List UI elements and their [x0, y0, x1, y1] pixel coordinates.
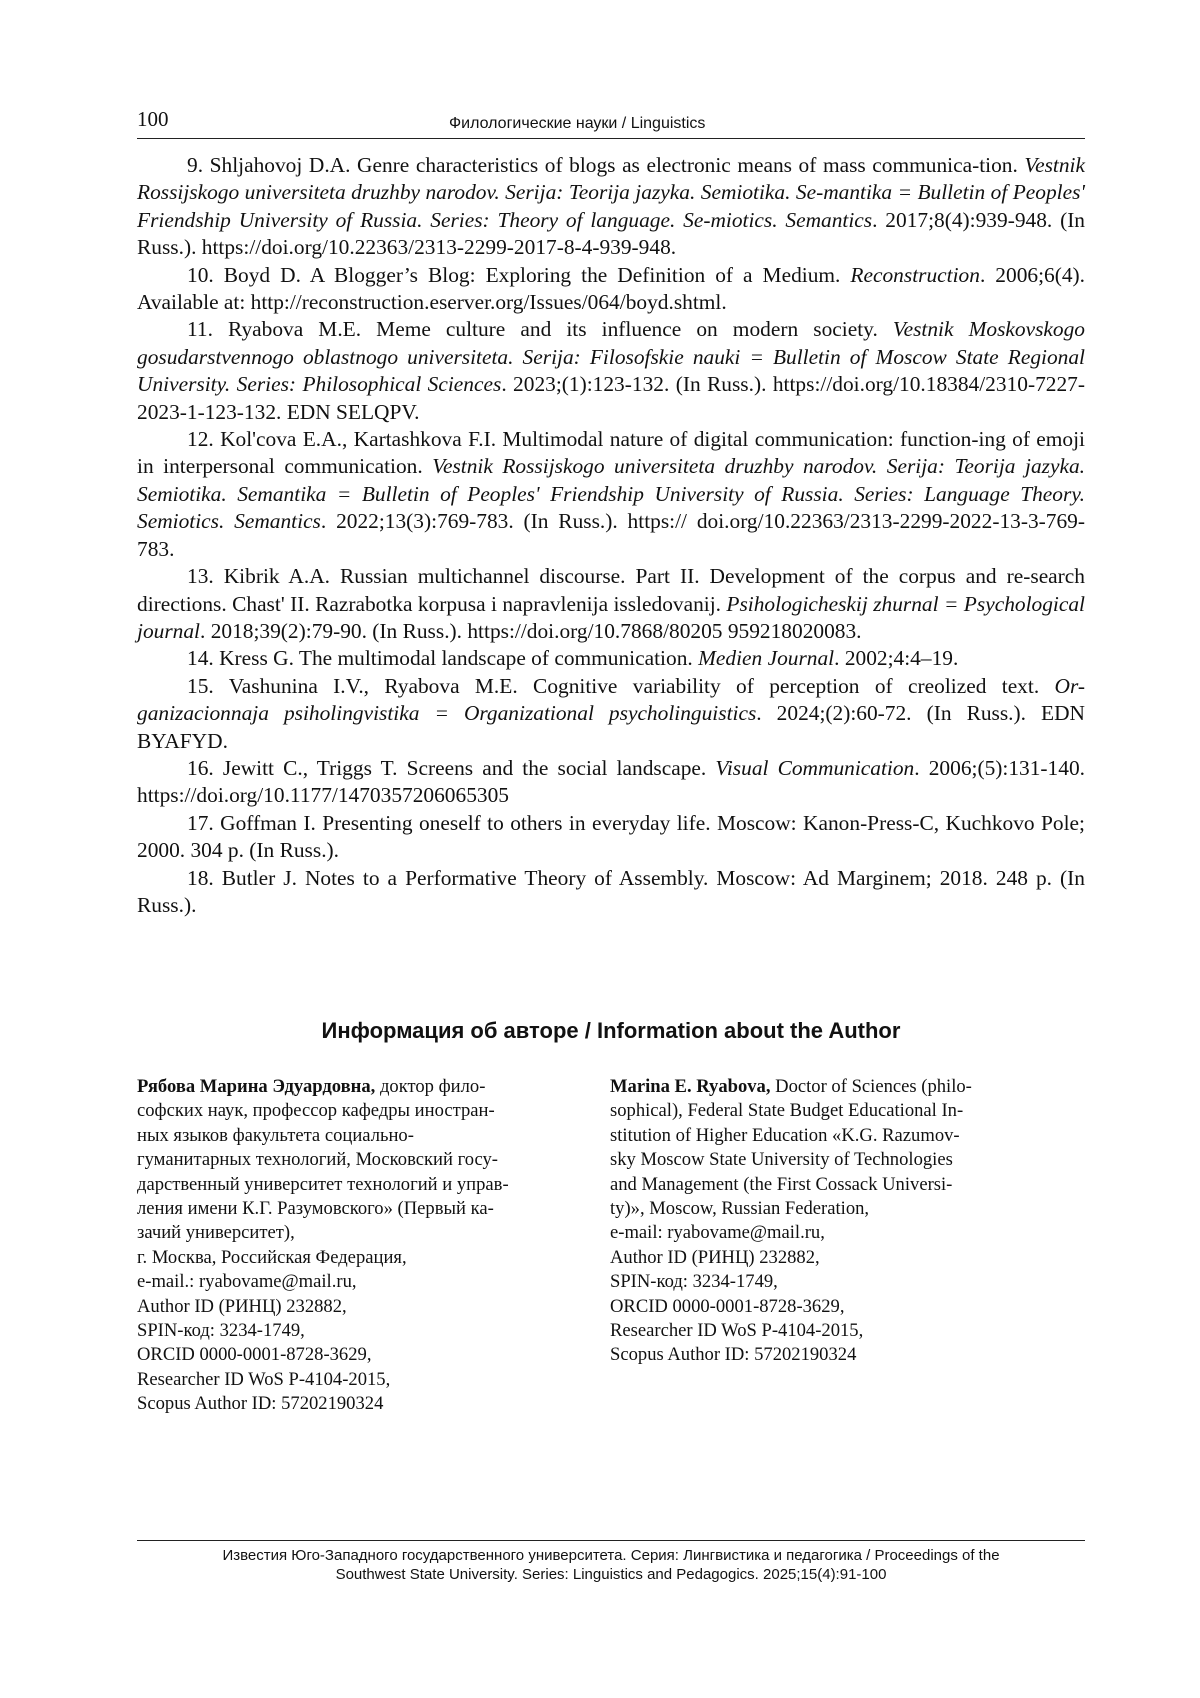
reference-item: 17. Goffman I. Presenting oneself to others in everyday life. Moscow: Kanon-Press-C, Kuchkovo Pole; 2000. 304 p. (In Russ.).	[137, 810, 1085, 863]
reference-item: 9. Shljahovoj D.A. Genre characteristics of blogs as electronic means of mass communica-tion. Vestnik Rossijskogo universiteta druzhby narodov. Serija: Teorija jazyka. Semiotika. Se-mantika = Bulletin of Peoples' Friendship University of Russia. Series: Theory of language. Se-miotics. Semantics. 2017;8(4):939-948. (In Russ.). https://doi.org/10.22363/2313-2299-2017-8-4-939-948.	[137, 153, 1086, 260]
reference-item: 14. Kress G. The multimodal landscape of communication. Medien Journal. 2002;4:4–19.	[187, 646, 959, 671]
footer-line-2: Southwest State University. Series: Linguistics and Pedagogics. 2025;15(4):91-100	[335, 1566, 887, 1583]
reference-item: 18. Butler J. Notes to a Performative Theory of Assembly. Moscow: Ad Marginem; 2018. 248 p. (In Russ.).	[137, 865, 1085, 917]
author-email-ru: e-mail.: ryabovame@mail.ru,	[137, 1271, 357, 1293]
page-number: 100	[137, 107, 169, 131]
author-name-ru: Рябова Марина Эдуардовна,	[137, 1076, 376, 1097]
reference-item: 13. Kibrik A.A. Russian multichannel discourse. Part II. Development of the corpus and re-search directions. Chast' II. Razrabotka korpusa i napravlenija issledovanij. Psihologicheskij zhurnal = Psychological journal. 2018;39(2):79-90. (In Russ.). https://doi.org/10.7868/80205 959218020083.	[137, 564, 1085, 643]
author-info-en: Marina E. Ryabova, Doctor of Sciences (philo- sophical), Federal State Budget Educational In- stitution of Higher Education «K.G. Razumov- sky Moscow State University of Technologies and Management (the First Cossack Universi- ty)», Moscow, Russian Federation, e-mail: ryabovame@mail.ru, Author ID (РИНЦ) 232882, SPIN-код: 3234-1749, ORCID 0000-0001-8728-3629, Researcher ID WoS P-4104-2015, Scopus Author ID: 57202190324	[610, 1075, 1050, 1368]
author-email-en: e-mail: ryabovame@mail.ru,	[610, 1222, 825, 1244]
author-section-title: Информация об авторе / Information about the Author	[321, 1018, 901, 1043]
page-header	[137, 105, 1085, 139]
reference-list	[137, 152, 1085, 919]
author-info-ru: Рябова Марина Эдуардовна, доктор фило- софских наук, профессор кафедры иностран- ных языков факультета социально- гуманитарных технологий, Московский госу- дарственный университет технологий и управ- ления имени К.Г. Разумовского» (Первый ка- зачий университет), г. Москва, Российская Федерация, e-mail.: ryabovame@mail.ru, Author ID (РИНЦ) 232882, SPIN-код: 3234-1749, ORCID 0000-0001-8728-3629, Researcher ID WoS P-4104-2015, Scopus Author ID: 57202190324	[137, 1075, 577, 1417]
footer-line-1: Известия Юго-Западного государственного университета. Серия: Лингвистика и педагогика / Proceedings of the	[222, 1547, 1000, 1564]
page-footer	[137, 1540, 1085, 1584]
author-name-en: Marina E. Ryabova,	[610, 1076, 771, 1097]
reference-item: 15. Vashunina I.V., Ryabova M.E. Cognitive variability of perception of creolized text. Or-ganizacionnaja psiholingvistika = Organizational psycholinguistics. 2024;(2):60-72. (In Russ.). EDN BYAFYD.	[137, 673, 1086, 753]
reference-item: 10. Boyd D. A Blogger’s Blog: Exploring the Definition of a Medium. Reconstruction. 2006;6(4). Available at: http://reconstruction.eserver.org/Issues/064/boyd.shtml.	[137, 262, 1086, 315]
reference-item: 16. Jewitt C., Triggs T. Screens and the social landscape. Visual Communication. 2006;(5):131-140. https://doi.org/10.1177/1470357206065305	[137, 755, 1085, 808]
reference-item: 11. Ryabova M.E. Meme culture and its influence on modern society. Vestnik Moskovskogo gosudarstvennogo oblastnogo universiteta. Serija: Filosofskie nauki = Bulletin of Moscow State Regional University. Series: Philosophical Sciences. 2023;(1):123-132. (In Russ.). https://doi.org/10.18384/2310-7227-2023-1-123-132. EDN SELQPV.	[137, 317, 1085, 424]
running-title: Филологические науки / Linguistics	[449, 115, 706, 132]
reference-item: 12. Kol'cova E.A., Kartashkova F.I. Multimodal nature of digital communication: function-ing of emoji in interpersonal communication. Vestnik Rossijskogo universiteta druzhby narodov. Serija: Teorija jazyka. Semiotika. Semantika = Bulletin of Peoples' Friendship University of Russia. Series: Language Theory. Semiotics. Semantics. 2022;13(3):769-783. (In Russ.). https:// doi.org/10.22363/2313-2299-2022-13-3-769-783.	[137, 427, 1086, 561]
